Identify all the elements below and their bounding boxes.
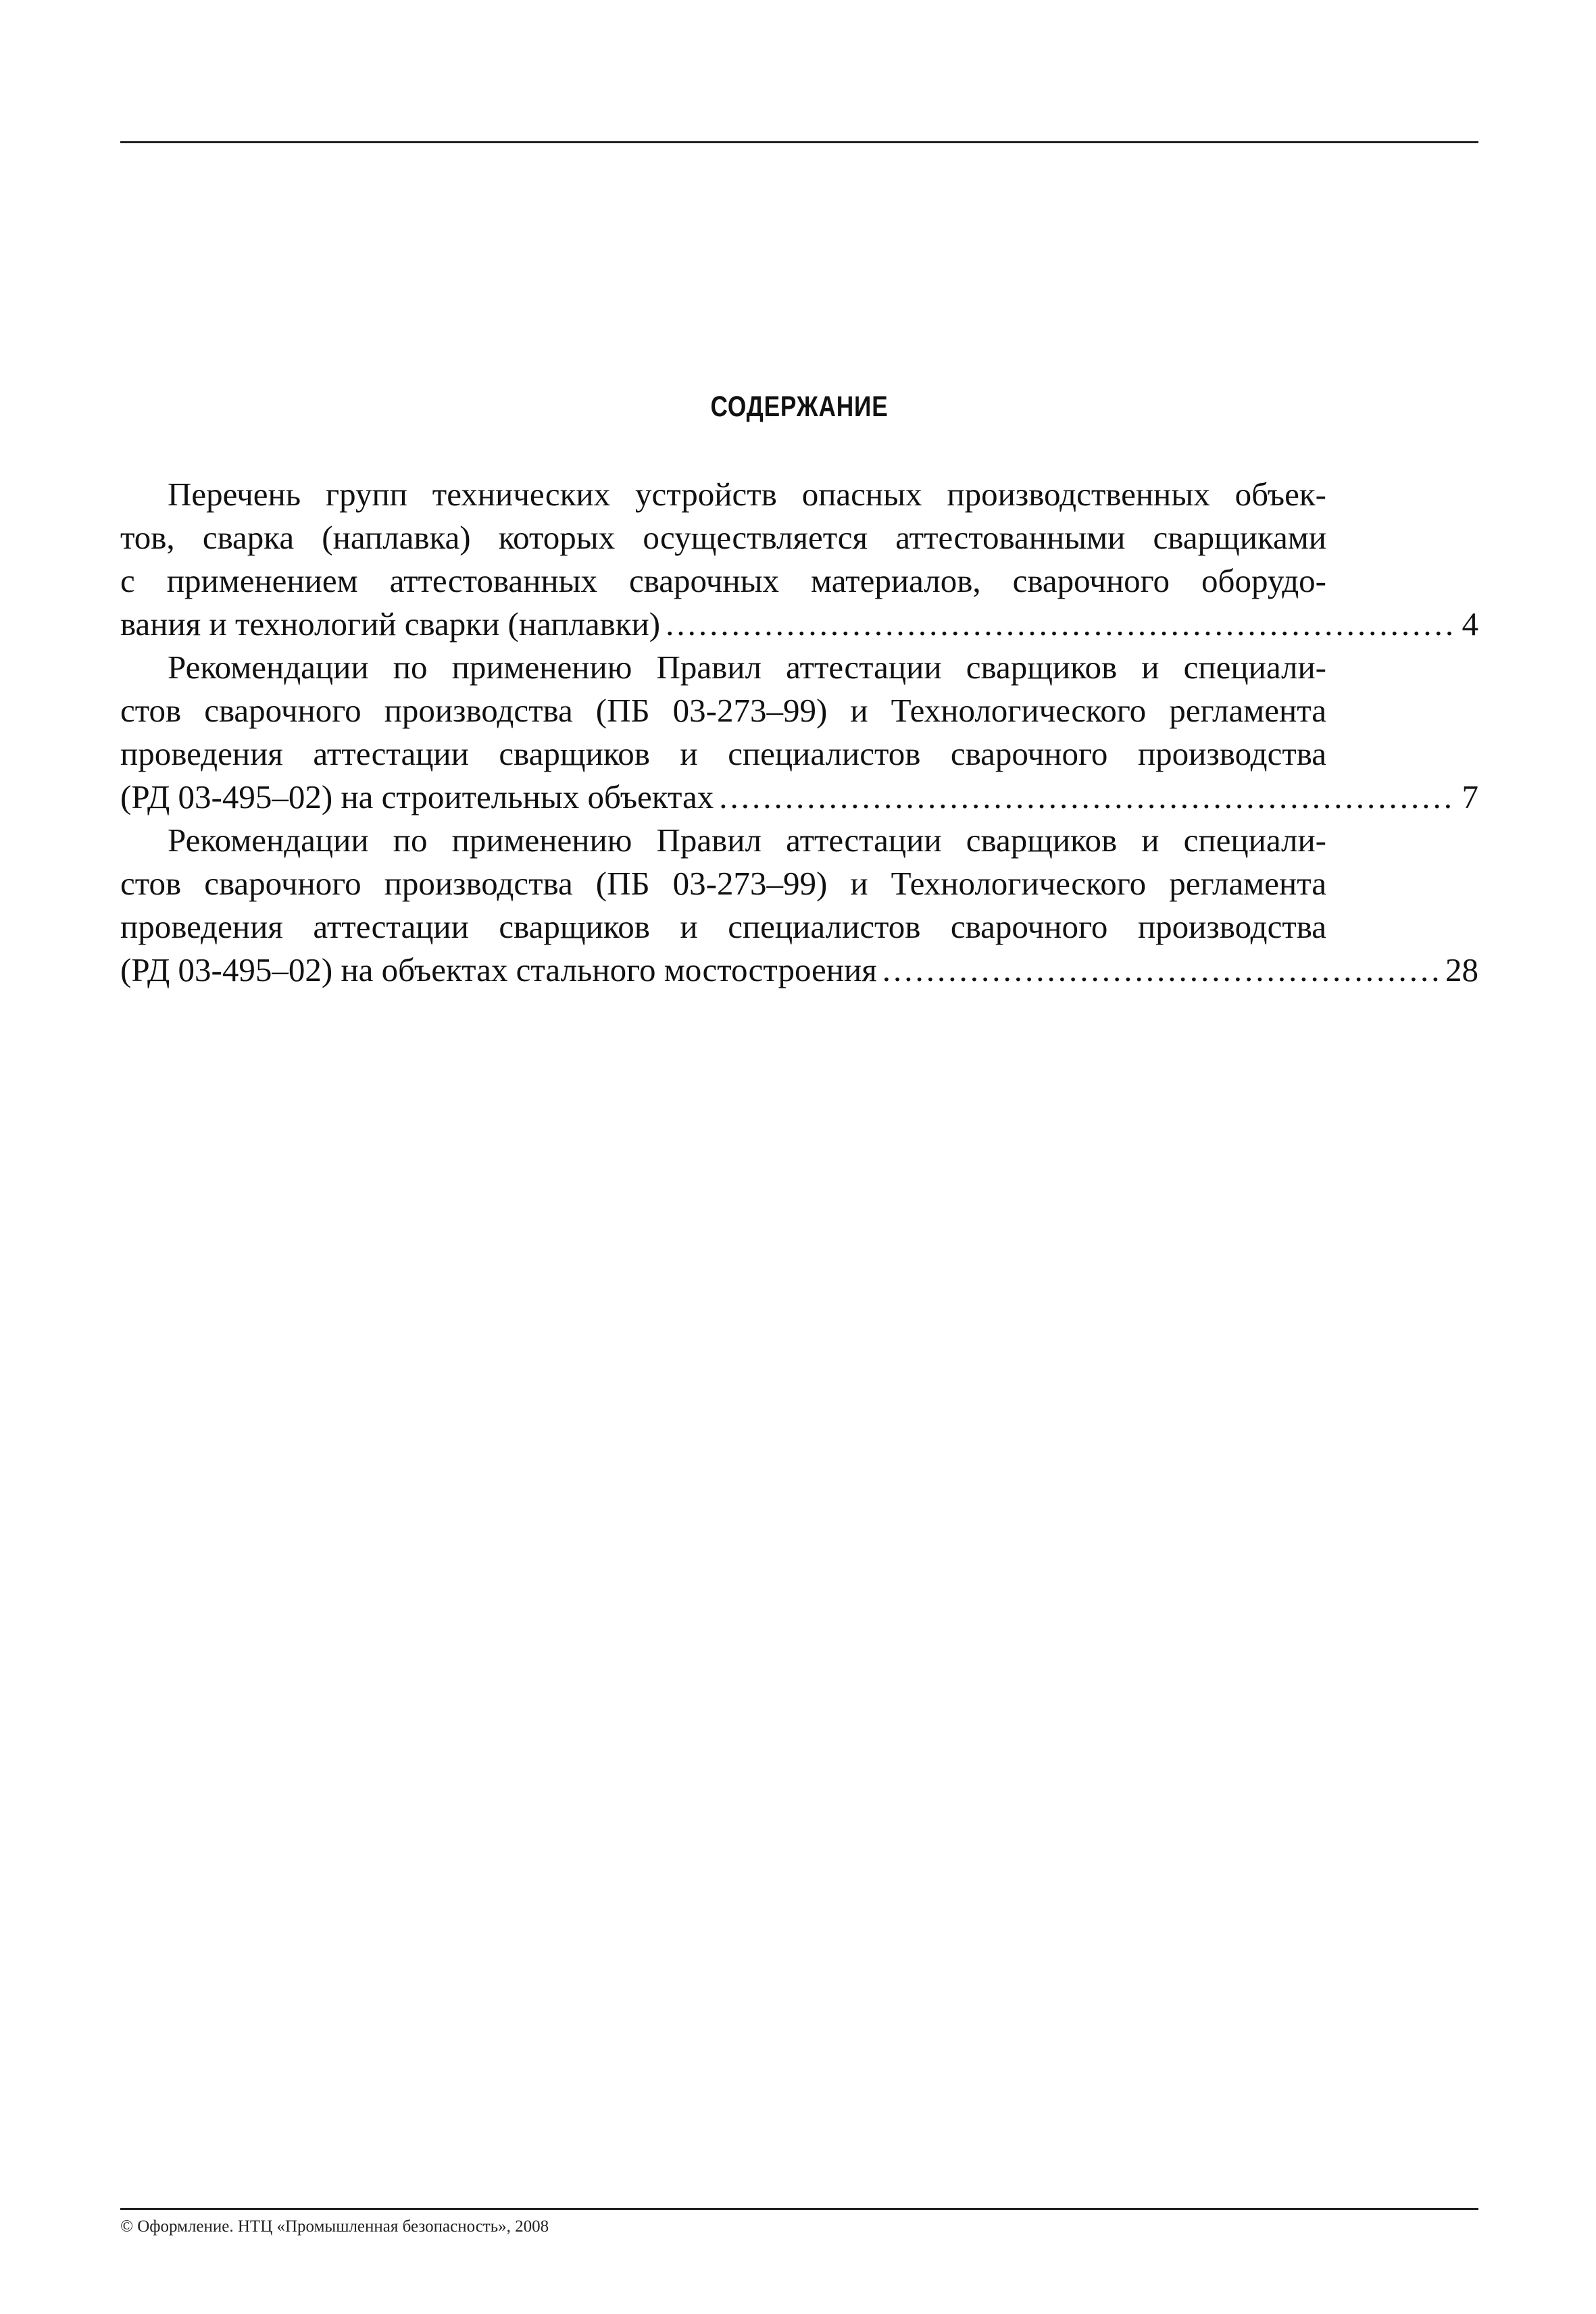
toc-entry-line: проведения аттестации сварщиков и специалистов сварочного производства bbox=[120, 735, 1326, 772]
dot-leader bbox=[666, 603, 1456, 646]
toc-entry-3[interactable] bbox=[120, 819, 1478, 992]
table-of-contents bbox=[120, 473, 1478, 992]
toc-entry-line: с применением аттестованных сварочных материалов, сварочного оборудо- bbox=[120, 562, 1326, 599]
dot-leader bbox=[719, 776, 1456, 819]
toc-entry-2[interactable] bbox=[120, 646, 1478, 819]
toc-entry-line: стов сварочного производства (ПБ 03-273–99) и Технологического регламента bbox=[120, 692, 1326, 729]
toc-entry-line: Рекомендации по применению Правил аттестации сварщиков и специали- bbox=[168, 822, 1326, 859]
toc-entry-line: (РД 03-495–02) на объектах стального мостостроения bbox=[120, 951, 877, 988]
toc-page-number[interactable]: 4 bbox=[1462, 605, 1478, 643]
toc-entry-line: (РД 03-495–02) на строительных объектах bbox=[120, 778, 714, 815]
toc-page-number[interactable]: 28 bbox=[1445, 951, 1478, 988]
toc-entry-last-line bbox=[120, 949, 1478, 992]
toc-entry-line: тов, сварка (наплавка) которых осуществляется аттестованными сварщиками bbox=[120, 519, 1326, 556]
toc-entry-line: проведения аттестации сварщиков и специалистов сварочного производства bbox=[120, 908, 1326, 945]
toc-entry-line: Рекомендации по применению Правил аттестации сварщиков и специали- bbox=[168, 649, 1326, 686]
toc-entry-line: стов сварочного производства (ПБ 03-273–99) и Технологического регламента bbox=[120, 865, 1326, 902]
page-title: СОДЕРЖАНИЕ bbox=[710, 391, 889, 423]
toc-entry-last-line bbox=[120, 603, 1478, 646]
toc-entry-line: Перечень групп технических устройств опасных производственных объек- bbox=[168, 476, 1326, 513]
toc-entry-last-line bbox=[120, 776, 1478, 819]
dot-leader bbox=[882, 949, 1440, 992]
toc-entry-1[interactable] bbox=[120, 473, 1478, 646]
footer-rule bbox=[120, 2208, 1478, 2210]
toc-entry-line: вания и технологий сварки (наплавки) bbox=[120, 605, 661, 643]
copyright-footer: © Оформление. НТЦ «Промышленная безопасность», 2008 bbox=[120, 2217, 549, 2236]
header-rule bbox=[120, 141, 1478, 143]
toc-page-number[interactable]: 7 bbox=[1462, 778, 1478, 815]
